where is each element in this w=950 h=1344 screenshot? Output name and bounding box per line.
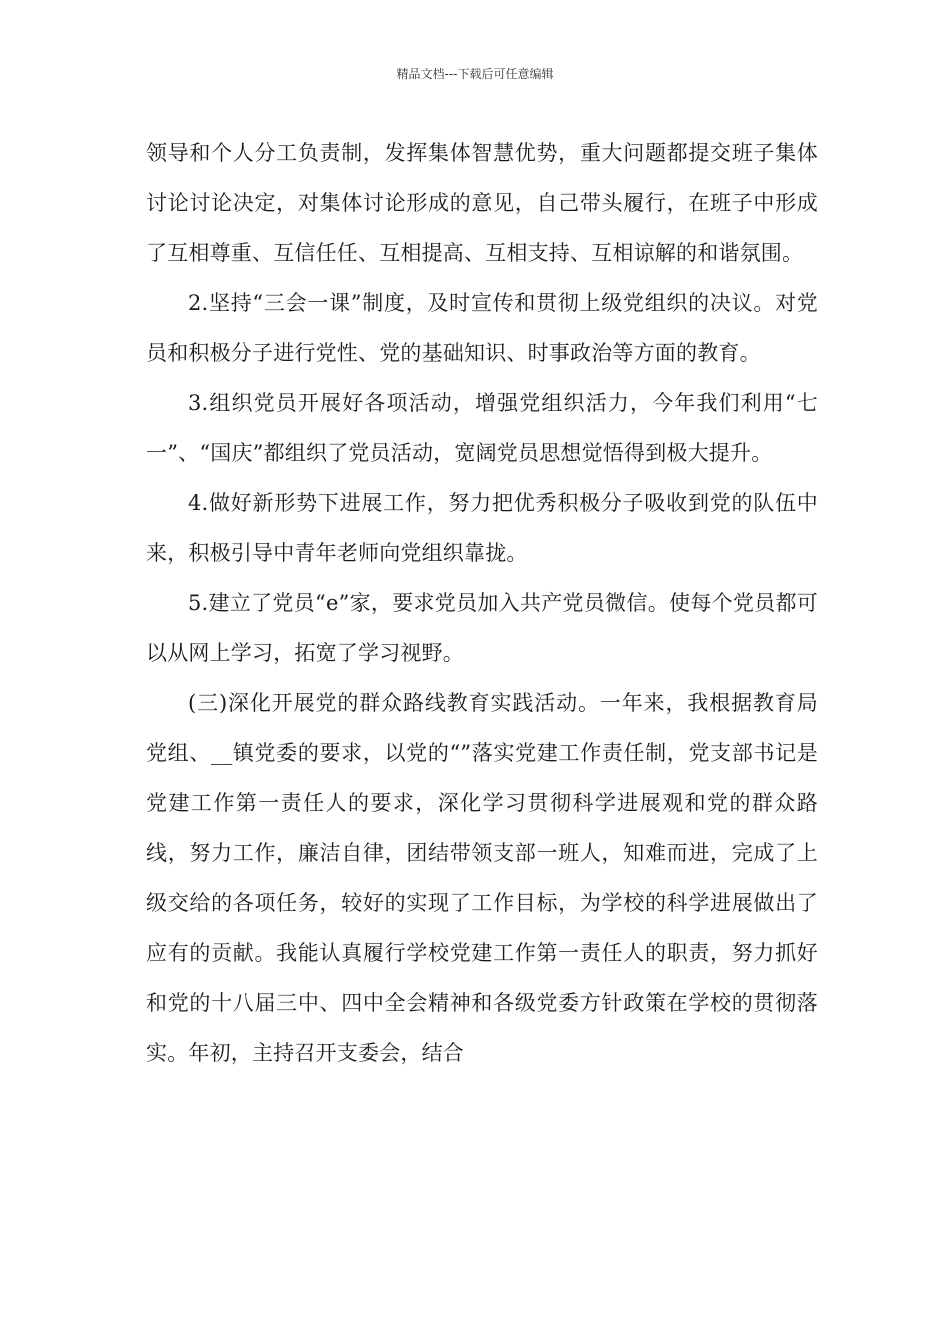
paragraph-item-4: 4.做好新形势下进展工作，努力把优秀积极分子吸收到党的队伍中来，积极引导中青年老师向党组织靠拢。	[146, 491, 818, 565]
paragraph-section-3: (三)深化开展党的群众路线教育实践活动。一年来，我根据教育局党组、__镇党委的要求，以党的“”落实党建工作责任制，党支部书记是党建工作第一责任人的要求，深化学习贯彻科学进展观和党的群众路线，努力工作，廉洁自律，团结带领支部一班人，知难而进，完成了上级交给的各项任务，较好的实现了工作目标，为学校的科学进展做出了应有的贡献。我能认真履行学校党建工作第一责任人的职责，努力抓好和党的十八届三中、四中全会精神和各级党委方针政策在学校的贯彻落实。年初，主持召开支委会，结合	[146, 691, 818, 1065]
paragraph-continued: 领导和个人分工负责制，发挥集体智慧优势，重大问题都提交班子集体讨论讨论决定，对集体讨论形成的意见，自己带头履行，在班子中形成了互相尊重、互信任任、互相提高、互相支持、互相谅解的和谐氛围。	[146, 141, 818, 265]
paragraph-item-3: 3.组织党员开展好各项活动，增强党组织活力，今年我们利用“七一”、“国庆”都组织了党员活动，宽阔党员思想觉悟得到极大提升。	[146, 391, 818, 465]
page-header: 精品文档---下载后可任意编辑	[396, 67, 554, 81]
paragraph-item-2: 2.坚持“三会一课”制度，及时宣传和贯彻上级党组织的决议。对党员和积极分子进行党性、党的基础知识、时事政治等方面的教育。	[146, 291, 818, 365]
paragraph-item-5: 5.建立了党员“e”家，要求党员加入共产党员微信。使每个党员都可以从网上学习，拓宽了学习视野。	[146, 591, 818, 665]
document-body	[146, 128, 818, 1078]
